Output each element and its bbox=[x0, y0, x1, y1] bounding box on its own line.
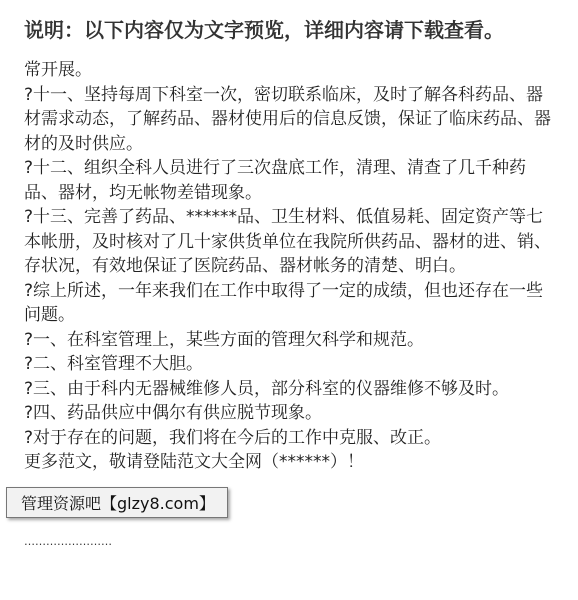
paragraph: 更多范文，敬请登陆范文大全网（******）！ bbox=[24, 452, 364, 472]
paragraph: ?三、由于科内无器械维修人员，部分科室的仪器维修不够及时。 bbox=[24, 378, 510, 399]
paragraph: ?十三、完善了药品、******品、卫生材料、低值易耗、固定资产等七本帐册，及时核对了几十家供货单位在我院所供药品、器材的进、销、存状况，有效地保证了医院药品、器材帐务的清楚、明白。 bbox=[24, 207, 551, 276]
paragraph: ?四、药品供应中偶尔有供应脱节现象。 bbox=[24, 403, 323, 423]
ellipsis-divider: …………………… bbox=[24, 535, 112, 548]
paragraph: ?十一、坚持每周下科室一次，密切联系临床，及时了解各科药品、器材需求动态，了解药品、器材使用后的信息反馈，保证了临床药品、器材的及时供应。 bbox=[24, 84, 551, 154]
document-body bbox=[24, 58, 554, 475]
site-watermark-badge[interactable]: 管理资源吧【glzy8.com】 bbox=[6, 487, 228, 518]
paragraph: ?一、在科室管理上，某些方面的管理欠科学和规范。 bbox=[24, 329, 425, 350]
preview-notice: 说明：以下内容仅为文字预览，详细内容请下载查看。 bbox=[24, 18, 504, 42]
paragraph: ?十二、组织全科人员进行了三次盘底工作，清理、清查了几千种药品、器材，均无帐物差错现象。 bbox=[24, 158, 527, 203]
paragraph: ?二、科室管理不大胆。 bbox=[24, 354, 204, 374]
paragraph: ?综上所述，一年来我们在工作中取得了一定的成绩，但也还存在一些问题。 bbox=[24, 280, 544, 325]
paragraph: 常开展。 bbox=[24, 60, 92, 80]
paragraph: ?对于存在的问题，我们将在今后的工作中克服、改正。 bbox=[24, 427, 442, 448]
